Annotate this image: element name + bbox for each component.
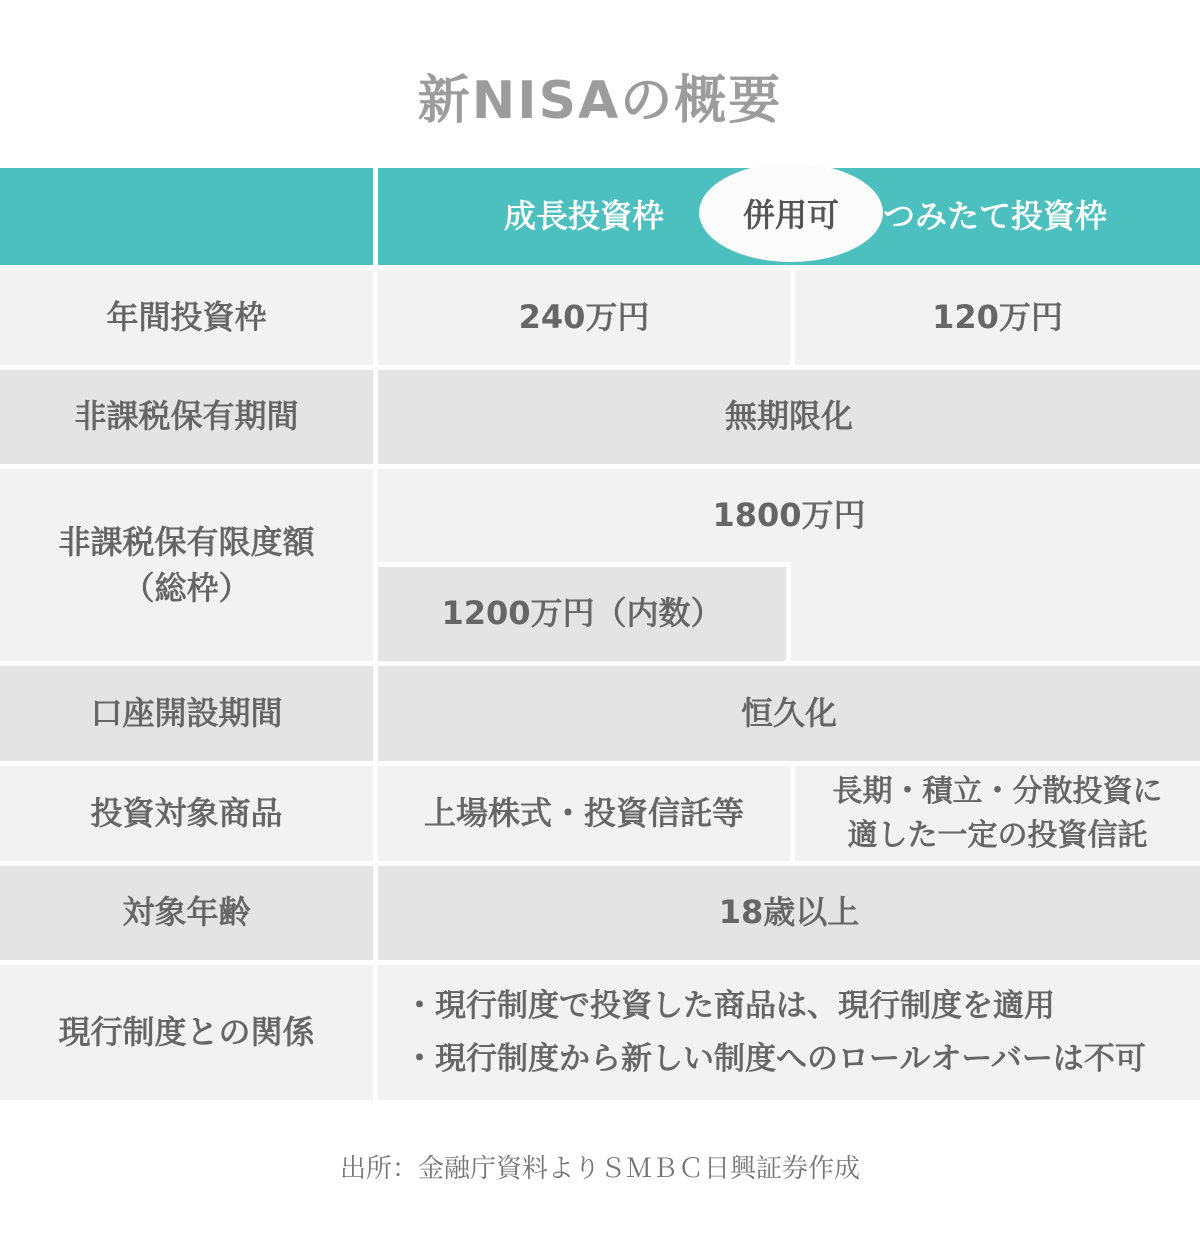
row-label-products: 投資対象商品 xyxy=(0,766,373,861)
cell-holding-period: 無期限化 xyxy=(378,370,1200,464)
source-note: 出所：金融庁資料よりＳＭＢＣ日興証券作成 xyxy=(339,1154,860,1184)
cell-holding-limit xyxy=(378,469,1200,661)
column-header-growth: 成長投資枠 xyxy=(503,196,664,235)
header-corner-cell xyxy=(0,168,373,265)
cell-annual-tsumitate: 120万円 xyxy=(795,270,1200,365)
row-label-account-period: 口座開設期間 xyxy=(0,666,373,761)
holding-limit-total: 1800万円 xyxy=(712,495,866,534)
row-label-age: 対象年齢 xyxy=(0,866,373,960)
holding-limit-growth-sub: 1200万円（内数） xyxy=(378,562,791,661)
column-header-tsumitate: つみたて投資枠 xyxy=(882,196,1107,235)
cell-age: 18歳以上 xyxy=(378,866,1200,960)
relation-bullet-2: ・現行制度から新しい制度へのロールオーバーは不可 xyxy=(404,1040,1146,1077)
holding-limit-label-line2: （総枠） xyxy=(122,569,251,607)
row-label-holding-limit xyxy=(0,469,373,661)
combo-usage-badge: 併用可 xyxy=(699,163,883,262)
relation-bullet-1: ・現行制度で投資した商品は、現行制度を適用 xyxy=(404,987,1055,1024)
cell-annual-growth: 240万円 xyxy=(378,270,790,365)
row-label-holding-period: 非課税保有期間 xyxy=(0,370,373,464)
page-title: 新NISAの概要 xyxy=(417,71,783,131)
products-tsumitate-line1: 長期・積立・分散投資に xyxy=(832,773,1163,809)
row-label-annual-limit: 年間投資枠 xyxy=(0,270,373,365)
cell-products-tsumitate xyxy=(795,766,1200,861)
row-label-relation: 現行制度との関係 xyxy=(0,965,373,1100)
nisa-comparison-table xyxy=(0,168,1200,1100)
products-tsumitate-line2: 適した一定の投資信託 xyxy=(847,817,1148,853)
cell-products-growth: 上場株式・投資信託等 xyxy=(378,766,790,861)
holding-limit-label-line1: 非課税保有限度額 xyxy=(58,523,315,561)
cell-account-period: 恒久化 xyxy=(378,666,1200,761)
cell-relation xyxy=(378,965,1200,1100)
